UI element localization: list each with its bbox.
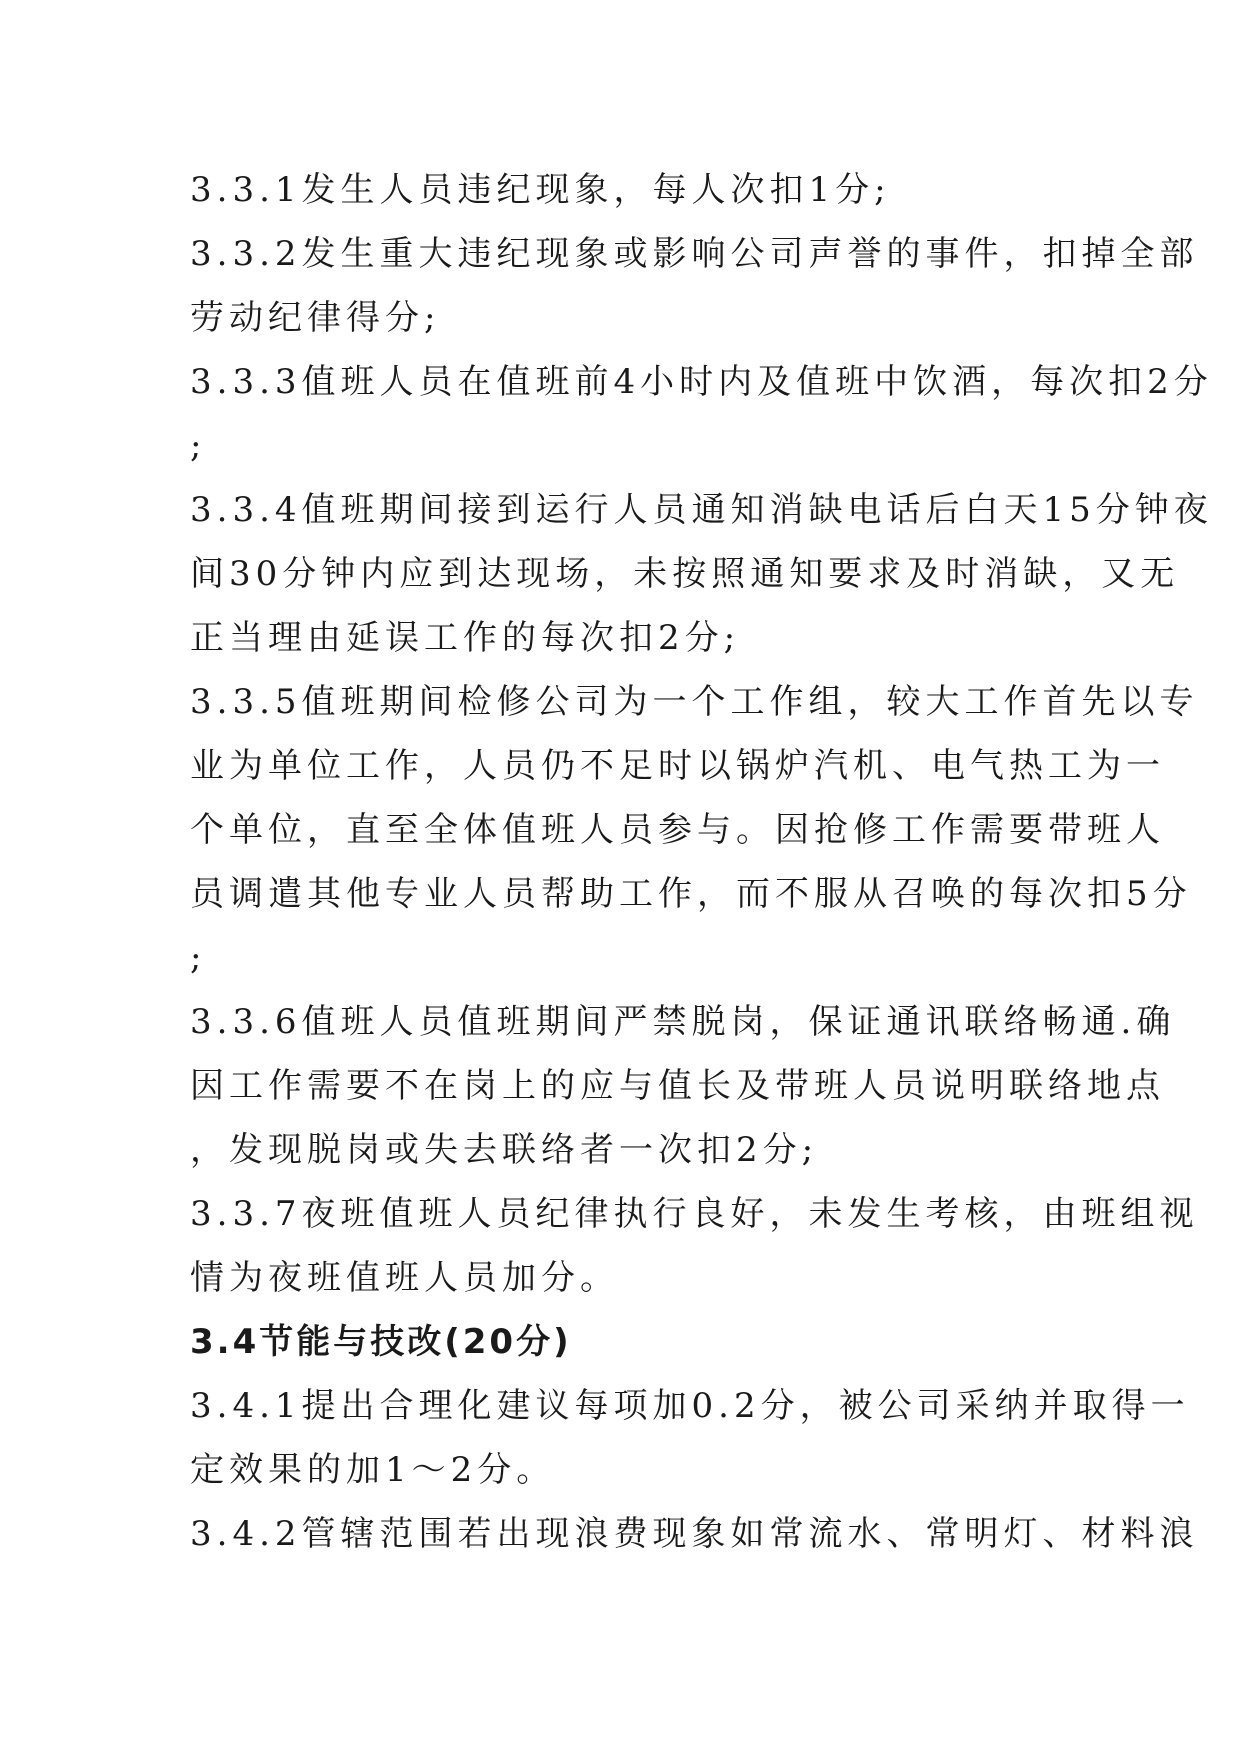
text-line: 3.3.7夜班值班人员纪律执行良好，未发生考核，由班组视 xyxy=(190,1194,1199,1234)
text-line: 3.3.1发生人员违纪现象，每人次扣1分; xyxy=(190,170,891,210)
text-line: 个单位，直至全体值班人员参与。因抢修工作需要带班人 xyxy=(190,810,1165,850)
section-heading: 3.4节能与技改(20分) xyxy=(190,1322,572,1362)
text-line: 员调遣其他专业人员帮助工作，而不服从召唤的每次扣5分 xyxy=(190,874,1192,914)
text-line: 3.3.2发生重大违纪现象或影响公司声誉的事件，扣掉全部 xyxy=(190,234,1199,274)
text-line: 3.3.4值班期间接到运行人员通知消缺电话后白天15分钟夜 xyxy=(190,490,1213,530)
text-line: 3.3.3值班人员在值班前4小时内及值班中饮酒，每次扣2分 xyxy=(190,362,1213,402)
text-line: 定效果的加1～2分。 xyxy=(190,1450,556,1490)
text-line: 业为单位工作，人员仍不足时以锅炉汽机、电气热工为一 xyxy=(190,746,1165,786)
text-line: 劳动纪律得分; xyxy=(190,298,441,338)
text-line: ，发现脱岗或失去联络者一次扣2分; xyxy=(190,1130,819,1170)
text-line: 正当理由延误工作的每次扣2分; xyxy=(190,618,741,658)
text-line: 3.3.5值班期间检修公司为一个工作组，较大工作首先以专 xyxy=(190,682,1199,722)
text-line: 3.3.6值班人员值班期间严禁脱岗，保证通讯联络畅通.确 xyxy=(190,1002,1176,1042)
document-page xyxy=(190,158,1213,1566)
text-line: 情为夜班值班人员加分。 xyxy=(190,1258,619,1298)
text-line: 因工作需要不在岗上的应与值长及带班人员说明联络地点 xyxy=(190,1066,1165,1106)
text-line: 3.4.1提出合理化建议每项加0.2分，被公司采纳并取得一 xyxy=(190,1386,1190,1426)
text-line: ; xyxy=(190,426,207,466)
text-line: 3.4.2管辖范围若出现浪费现象如常流水、常明灯、材料浪 xyxy=(190,1514,1199,1554)
text-line: 间30分钟内应到达现场，未按照通知要求及时消缺，又无 xyxy=(190,554,1180,594)
text-line: ; xyxy=(190,938,207,978)
